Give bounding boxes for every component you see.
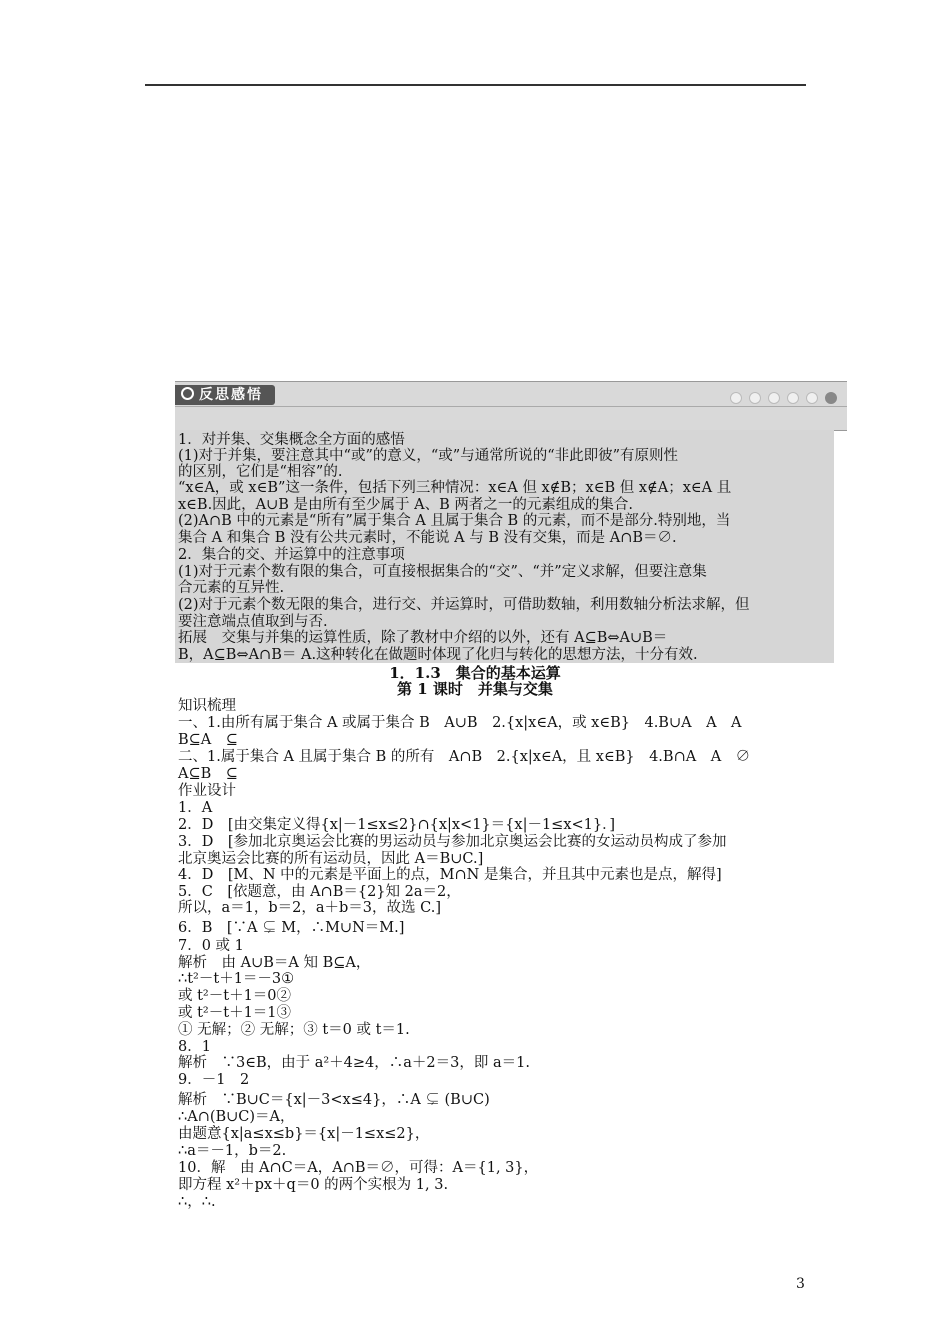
answer-line: 北京奥运会比赛的所有运动员，因此 A＝B∪C.] <box>178 851 484 867</box>
reflection-line: (2)对于元素个数无限的集合，进行交、并运算时，可借助数轴，利用数轴分析法求解，但 <box>178 597 750 613</box>
answer-line: 10．解 由 A∩C＝A，A∩B＝∅，可得：A＝{1, 3}， <box>178 1160 539 1176</box>
answer-line: 3．D [参加北京奥运会比赛的男运动员与参加北京奥运会比赛的女运动员构成了参加 <box>178 834 727 850</box>
reflection-line: 1．对并集、交集概念全方面的感悟 <box>178 432 405 448</box>
circle-icon <box>181 387 194 400</box>
header-rule <box>145 84 806 86</box>
answer-line: 解析 ∵B∪C＝{x|－3<x≤4}，∴A ⊊ (B∪C) <box>178 1092 490 1108</box>
answer-line: 解析 ∵3∈B，由于 a²＋4≥4，∴a＋2＝3，即 a＝1. <box>178 1055 530 1071</box>
answer-line: 9．－1 2 <box>178 1072 250 1088</box>
answer-line: 7．0 或 1 <box>178 938 244 954</box>
section-title: 1．1.3 集合的基本运算 <box>389 664 561 682</box>
section-subtitle: 第 1 课时 并集与交集 <box>397 680 553 698</box>
answer-line: 6．B [∵A ⊊ M，∴M∪N＝M.] <box>178 920 405 936</box>
reflection-line: “x∈A，或 x∈B”这一条件，包括下列三种情况：x∈A 但 x∉B；x∈B 但 x∉A；x∈A 且 <box>178 480 732 496</box>
answer-line: 二、1.属于集合 A 且属于集合 B 的所有 A∩B 2.{x|x∈A，且 x∈B} 4.B∩A A ∅ <box>178 749 751 765</box>
answer-line: 解析 由 A∪B＝A 知 B⊆A， <box>178 955 371 971</box>
answer-line: 即方程 x²＋px＋q＝0 的两个实根为 1, 3. <box>178 1177 449 1193</box>
reflection-line: 集合 A 和集合 B 没有公共元素时，不能说 A 与 B 没有交集，而是 A∩B＝∅. <box>178 530 677 546</box>
answer-line: 2．D [由交集定义得{x|－1≤x≤2}∩{x|x<1}＝{x|－1≤x<1}．] <box>178 817 616 833</box>
dot-icon <box>806 392 818 404</box>
dot-icon <box>787 392 799 404</box>
answer-line: 5．C [依题意，由 A∩B＝{2}知 2a＝2， <box>178 884 461 900</box>
dot-icon <box>768 392 780 404</box>
answer-line: 作业设计 <box>178 783 236 799</box>
reflection-line: 2．集合的交、并运算中的注意事项 <box>178 547 405 563</box>
answer-line: 或 t²－t＋1＝0② <box>178 988 292 1004</box>
banner-divider <box>175 406 847 407</box>
answer-line: 4．D [M、N 中的元素是平面上的点，M∩N 是集合，并且其中元素也是点，解得] <box>178 867 722 883</box>
reflection-line: x∈B.因此，A∪B 是由所有至少属于 A、B 两者之一的元素组成的集合. <box>178 497 634 513</box>
dot-icon <box>749 392 761 404</box>
answer-line: 所以，a＝1，b＝2，a＋b＝3，故选 C.] <box>178 900 441 916</box>
answer-line: 8．1 <box>178 1039 211 1055</box>
dot-icon <box>730 392 742 404</box>
reflection-line: (1)对于并集，要注意其中“或”的意义，“或”与通常所说的“非此即彼”有原则性 <box>178 448 679 464</box>
answer-line: 知识梳理 <box>178 698 236 714</box>
answer-line: 或 t²－t＋1＝1③ <box>178 1005 292 1021</box>
answer-line: A⊆B ⊆ <box>178 766 238 782</box>
answer-line: 1．A <box>178 800 213 816</box>
reflection-line: B，A⊆B⇔A∩B＝ A.这种转化在做题时体现了化归与转化的思想方法，十分有效. <box>178 647 698 663</box>
page-number: 3 <box>796 1276 805 1292</box>
answer-line: ∴A∩(B∪C)＝A， <box>178 1109 295 1125</box>
banner-title: 反思感悟 <box>199 387 263 403</box>
banner-dots <box>723 389 837 401</box>
answer-line: ∴t²－t＋1＝－3① <box>178 971 295 987</box>
section-banner <box>175 381 847 431</box>
dot-icon <box>825 392 837 404</box>
reflection-line: 合元素的互异性. <box>178 580 285 596</box>
answer-line: ∴，∴. <box>178 1194 216 1210</box>
answer-line: 由题意{x|a≤x≤b}＝{x|－1≤x≤2}， <box>178 1126 430 1142</box>
reflection-line: 的区别，它们是“相容”的. <box>178 464 343 480</box>
answer-line: B⊆A ⊆ <box>178 732 238 748</box>
banner-tab <box>175 385 275 405</box>
reflection-line: (1)对于元素个数有限的集合，可直接根据集合的“交”、“并”定义求解，但要注意集 <box>178 564 707 580</box>
answer-line: ∴a＝－1，b＝2. <box>178 1143 287 1159</box>
reflection-line: 要注意端点值取到与否. <box>178 614 328 630</box>
answer-line: ① 无解；② 无解；③ t＝0 或 t＝1. <box>178 1022 410 1038</box>
answer-line: 一、1.由所有属于集合 A 或属于集合 B A∪B 2.{x|x∈A，或 x∈B} 4.B∪A A A <box>178 715 742 731</box>
reflection-line: 拓展 交集与并集的运算性质，除了教材中介绍的以外，还有 A⊆B⇔A∪B＝ <box>178 630 668 646</box>
reflection-line: (2)A∩B 中的元素是“所有”属于集合 A 且属于集合 B 的元素，而不是部分.特别地，当 <box>178 513 731 529</box>
